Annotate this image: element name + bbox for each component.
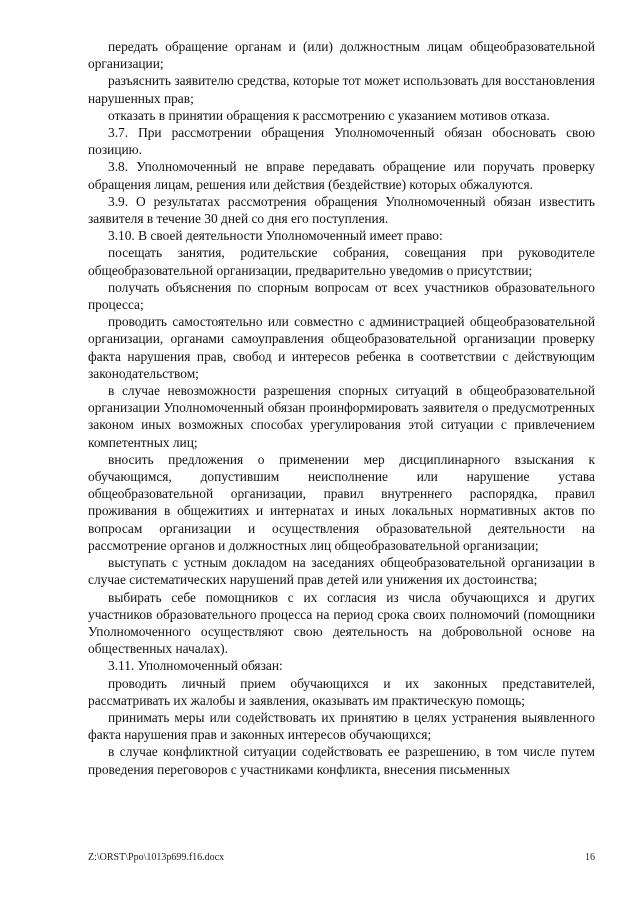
page-number: 16 (585, 852, 595, 863)
paragraph: проводить самостоятельно или совместно с администрацией общеобразовательной организации, органами самоуправления общеобразовательной организации проверку факта нарушения прав, свобод и интересов ребенка в соответствии с действующим законодательством; (88, 314, 595, 381)
paragraph: принимать меры или содействовать их принятию в целях устранения выявленного факта нарушения прав и законных интересов обучающихся; (88, 709, 595, 743)
paragraph: выступать с устным докладом на заседаниях общеобразовательной организации в случае систематических нарушений прав детей или унижения их достоинства; (88, 555, 595, 588)
paragraph: получать объяснения по спорным вопросам от всех участников образовательного процесса; (88, 279, 595, 313)
paragraph: в случае конфликтной ситуации содействовать ее разрешению, в том числе путем проведения переговоров с участниками конфликта, внесения письменных (88, 744, 595, 777)
paragraph: передать обращение органам и (или) должностным лицам общеобразовательной организации; (88, 39, 595, 72)
footer-file-path: Z:\ORST\Ppo\1013p699.f16.docx (88, 852, 225, 863)
paragraph: разъяснить заявителю средства, которые тот может использовать для восстановления нарушенных прав; (88, 73, 595, 106)
paragraph: 3.8. Уполномоченный не вправе передавать обращение или поручать проверку обращения лицам, решения или действия (бездействие) которых обжалуются. (88, 159, 595, 192)
document-body (88, 38, 595, 778)
paragraph: выбирать себе помощников с их согласия из числа обучающихся и других участников образовательного процесса на период срока своих полномочий (помощники Уполномоченного осуществляют свою деятельность на добровольной основе на общественных началах). (88, 589, 595, 657)
paragraph: 3.7. При рассмотрении обращения Уполномоченный обязан обосновать свою позицию. (88, 125, 595, 158)
paragraph: вносить предложения о применении мер дисциплинарного взыскания к обучающимся, допустившим неисполнение или нарушение устава общеобразовательной организации, правил внутреннего распорядка, правил проживания в общежитиях и интернатах и иных локальных нормативных актов по вопросам организации и осуществления образовательной деятельности на рассмотрение органов и должностных лиц общеобразовательной организации; (88, 451, 595, 553)
paragraph: отказать в принятии обращения к рассмотрению с указанием мотивов отказа. (108, 107, 550, 123)
paragraph: в случае невозможности разрешения спорных ситуаций в общеобразовательной организации Уполномоченный обязан проинформировать заявителя о предусмотренных законом иных возможных способах урегулирования этой ситуации с привлечением компетентных лиц; (88, 383, 595, 450)
paragraph: посещать занятия, родительские собрания, совещания при руководителе общеобразовательной организации, предварительно уведомив о присутствии; (88, 245, 595, 278)
paragraph: 3.9. О результатах рассмотрения обращения Уполномоченный обязан известить заявителя в течение 30 дней со дня его поступления. (88, 193, 595, 227)
paragraph: 3.11. Уполномоченный обязан: (108, 658, 283, 674)
paragraph: 3.10. В своей деятельности Уполномоченный имеет право: (108, 228, 443, 244)
paragraph: проводить личный прием обучающихся и их законных представителей, рассматривать их жалобы и заявления, оказывать им практическую помощь; (88, 675, 595, 708)
